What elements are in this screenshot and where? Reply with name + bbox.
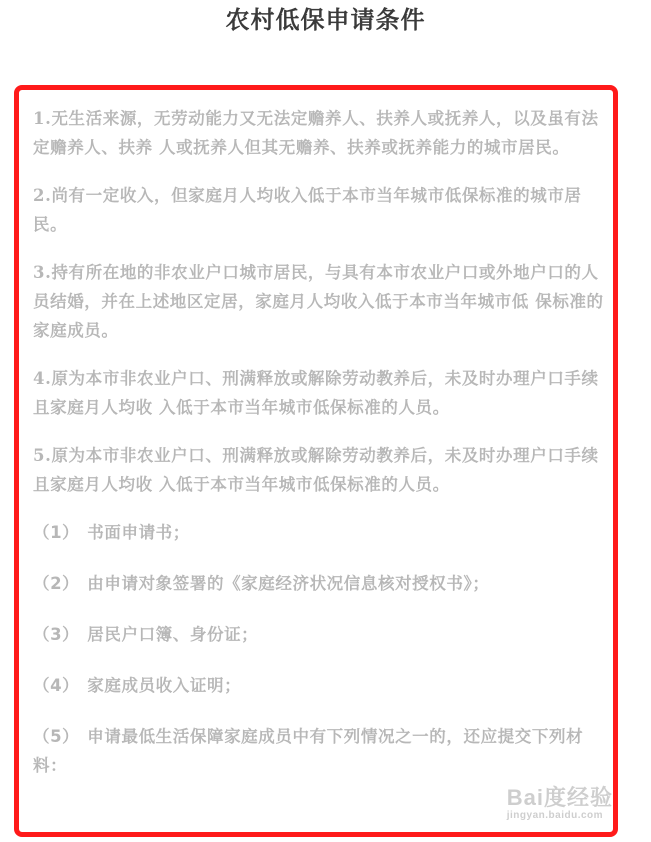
condition-paragraph: [33, 181, 607, 239]
paragraph-text: 原为本市非农业户口、刑满释放或解除劳动教养后，未及时办理户口手续且家庭月人均收 入低于本市当年城市低保标准的人员。: [33, 369, 599, 417]
paragraph-text: 尚有一定收入，但家庭月人均收入低于本市当年城市低保标准的城市居民。: [33, 186, 582, 234]
material-item: [33, 569, 607, 598]
page-title: 农村低保申请条件: [225, 6, 426, 34]
material-item: [33, 620, 607, 649]
highlight-frame: [14, 85, 618, 837]
item-text: 申请最低生活保障家庭成员中有下列情况之一的，还应提交下列材料：: [33, 727, 584, 775]
item-marker: （2）: [33, 574, 80, 593]
material-item: [33, 671, 607, 700]
item-text: 家庭成员收入证明；: [87, 676, 242, 695]
condition-paragraph: [33, 364, 607, 422]
paragraph-number: 4.: [33, 369, 52, 388]
paragraph-number: 3.: [33, 263, 52, 282]
material-item: [33, 722, 607, 780]
paragraph-text: 无生活来源，无劳动能力又无法定赡养人、扶养人或抚养人，以及虽有法定赡养人、扶养 人或抚养人但其无赡养、扶养或抚养能力的城市居民。: [33, 109, 599, 157]
baidu-watermark: [507, 786, 613, 822]
paragraph-text: 持有所在地的非农业户口城市居民，与具有本市农业户口或外地户口的人员结婚，并在上述地区定居，家庭月人均收入低于本市当年城市低 保标准的家庭成员。: [33, 263, 604, 340]
item-text: 居民户口簿、身份证；: [87, 625, 259, 644]
item-marker: （4）: [33, 676, 80, 695]
paragraph-number: 5.: [33, 446, 52, 465]
item-text: 书面申请书；: [87, 523, 190, 542]
conditions-content: [19, 90, 613, 780]
watermark-logo-text: Bai度经验: [506, 785, 613, 810]
paragraph-number: 1.: [33, 109, 52, 128]
watermark-url: jingyan.baidu.com: [506, 810, 604, 821]
condition-paragraph: [33, 104, 607, 162]
item-marker: （1）: [33, 523, 80, 542]
item-marker: （3）: [33, 625, 80, 644]
material-item: [33, 518, 607, 547]
condition-paragraph: [33, 258, 607, 345]
paragraph-text: 原为本市非农业户口、刑满释放或解除劳动教养后，未及时办理户口手续且家庭月人均收 入低于本市当年城市低保标准的人员。: [33, 446, 599, 494]
item-text: 由申请对象签署的《家庭经济状况信息核对授权书》；: [87, 574, 490, 593]
item-marker: （5）: [33, 727, 80, 746]
paragraph-number: 2.: [33, 186, 52, 205]
condition-paragraph: [33, 441, 607, 499]
